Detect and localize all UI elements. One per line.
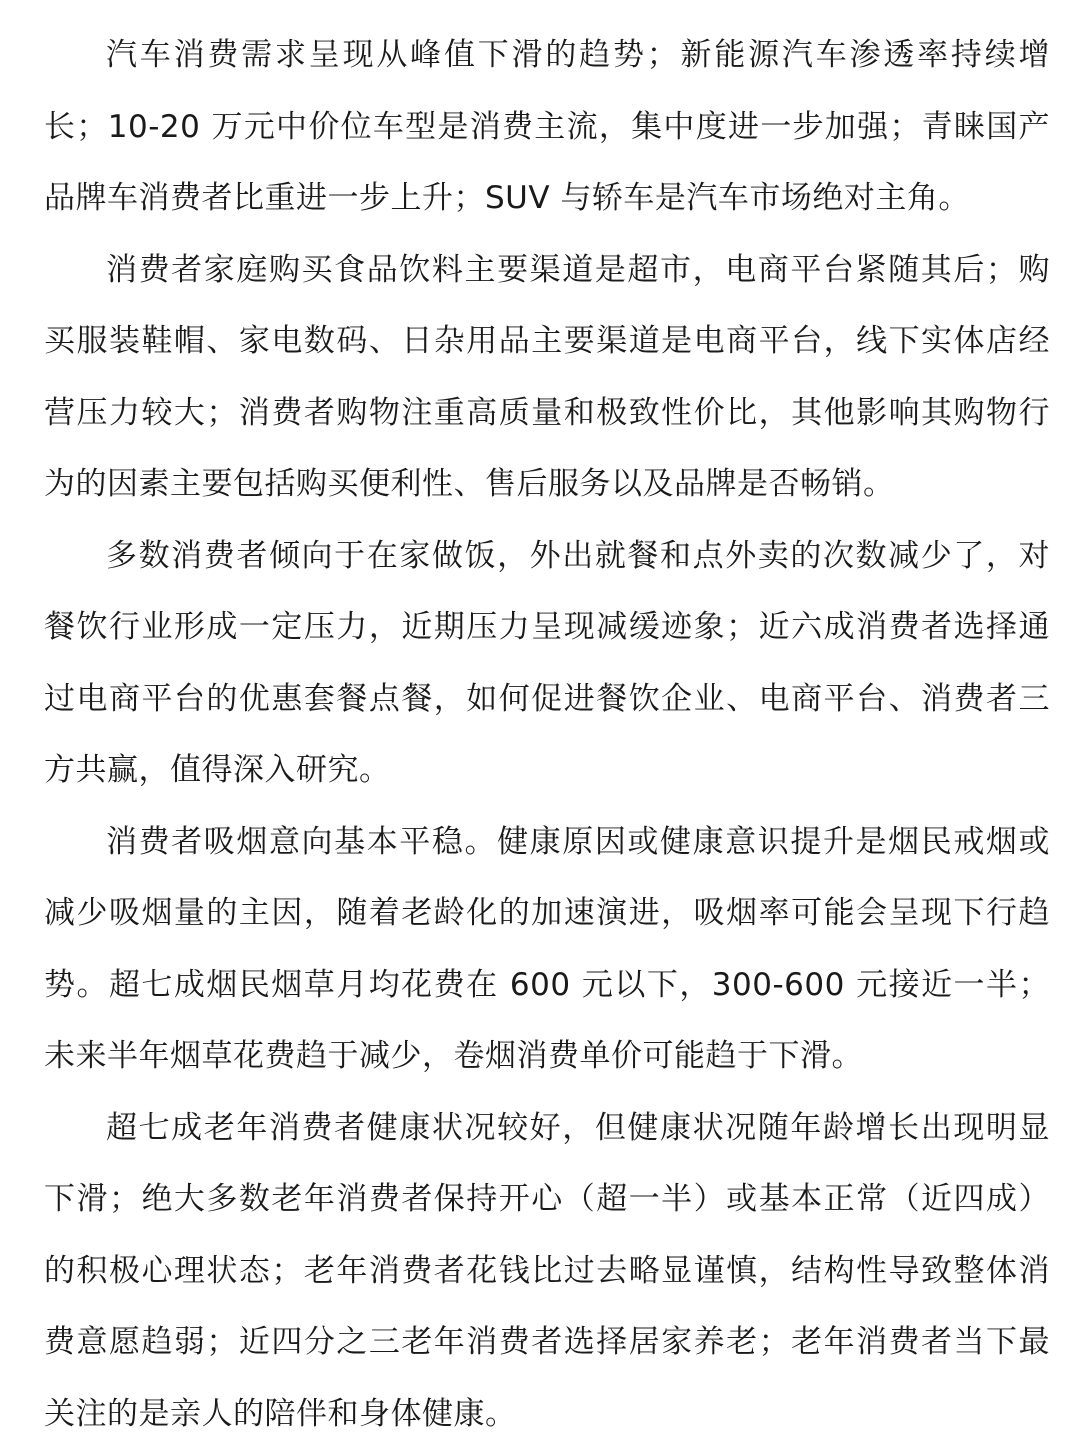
paragraph-tobacco: 消费者吸烟意向基本平稳。健康原因或健康意识提升是烟民戒烟或减少吸烟量的主因，随着老龄化的加速演进，吸烟率可能会呈现下行趋势。超七成烟民烟草月均花费在 600 元以下，300-600 元接近一半；未来半年烟草花费趋于减少，卷烟消费单价可能趋于下滑。 [44, 807, 1050, 1093]
paragraph-catering: 多数消费者倾向于在家做饭，外出就餐和点外卖的次数减少了，对餐饮行业形成一定压力，近期压力呈现减缓迹象；近六成消费者选择通过电商平台的优惠套餐点餐，如何促进餐饮企业、电商平台、消费者三方共赢，值得深入研究。 [44, 521, 1050, 807]
paragraph-elderly-consumers: 超七成老年消费者健康状况较好，但健康状况随年龄增长出现明显下滑；绝大多数老年消费者保持开心（超一半）或基本正常（近四成）的积极心理状态；老年消费者花钱比过去略显谨慎，结构性导致整体消费意愿趋弱；近四分之三老年消费者选择居家养老；老年消费者当下最关注的是亲人的陪伴和身体健康。 [44, 1093, 1050, 1450]
paragraph-automobile: 汽车消费需求呈现从峰值下滑的趋势；新能源汽车渗透率持续增长；10-20 万元中价位车型是消费主流，集中度进一步加强；青睐国产品牌车消费者比重进一步上升；SUV 与轿车是汽车市场绝对主角。 [44, 20, 1050, 235]
paragraph-shopping-channels: 消费者家庭购买食品饮料主要渠道是超市，电商平台紧随其后；购买服装鞋帽、家电数码、日杂用品主要渠道是电商平台，线下实体店经营压力较大；消费者购物注重高质量和极致性价比，其他影响其购物行为的因素主要包括购买便利性、售后服务以及品牌是否畅销。 [44, 235, 1050, 521]
